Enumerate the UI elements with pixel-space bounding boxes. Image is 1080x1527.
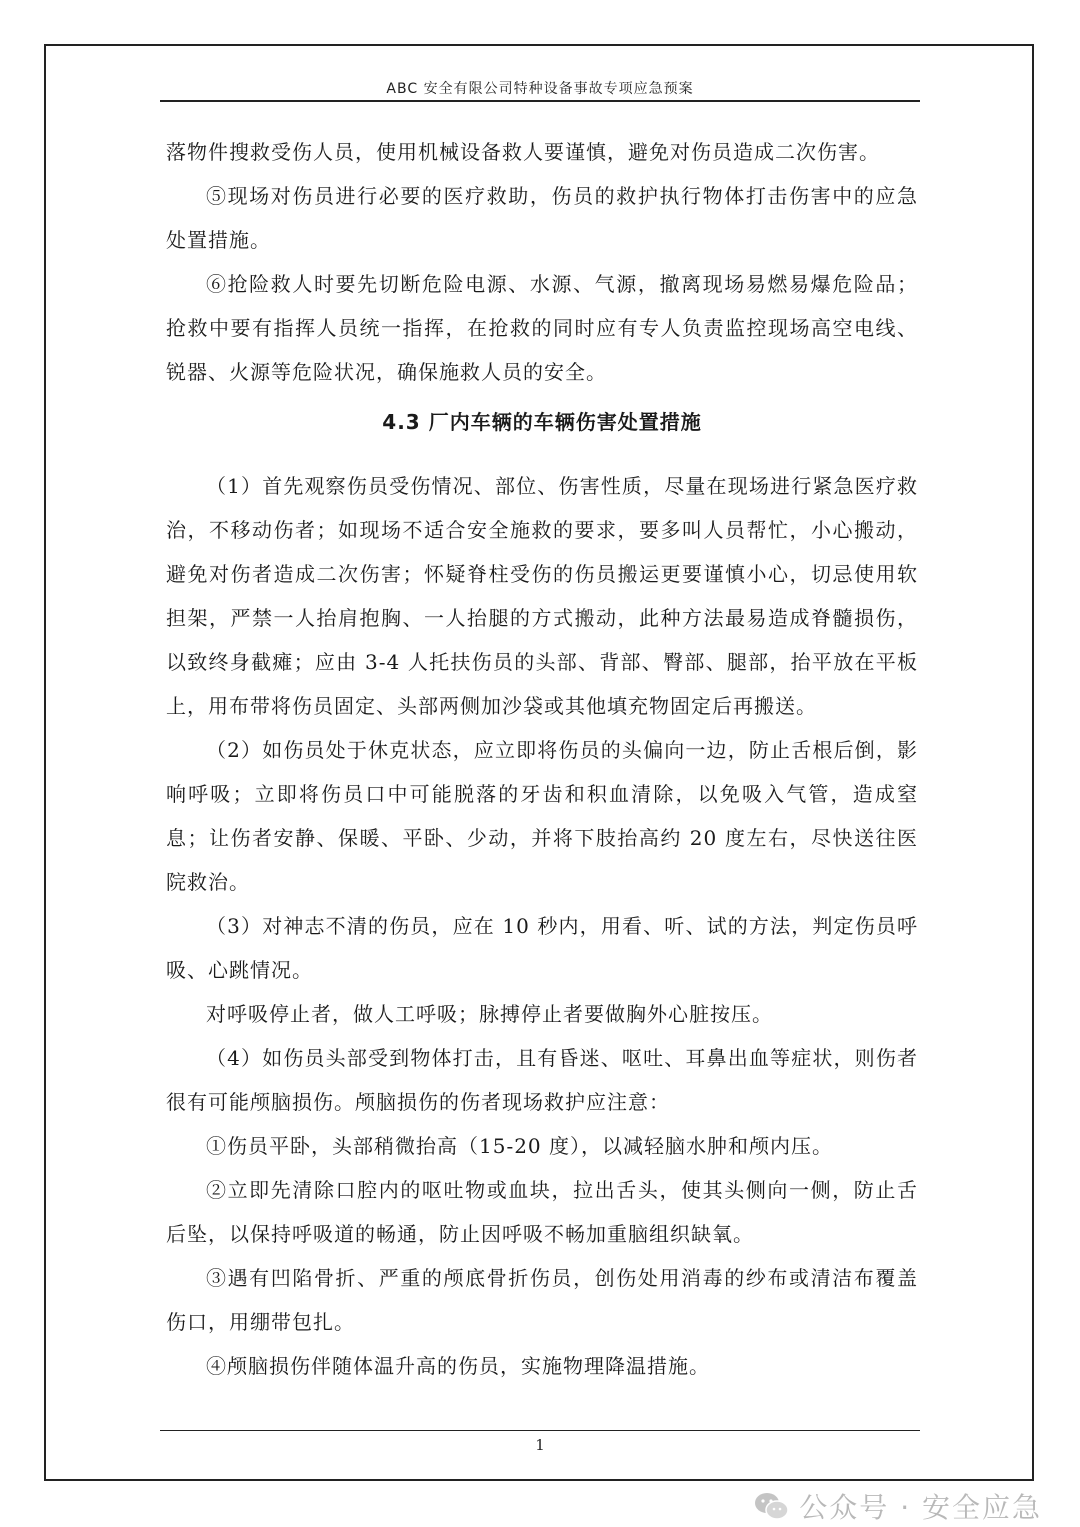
- paragraph-top-2: ⑤现场对伤员进行必要的医疗救助，伤员的救护执行物体打击伤害中的应急处置措施。: [166, 184, 918, 252]
- paragraph-top-3: ⑥抢险救人时要先切断危险电源、水源、气源，撤离现场易燃易爆危险品；抢救中要有指挥人员统一指挥，在抢救的同时应有专人负责监控现场高空电线、锐器、火源等危险状况，确保施救人员的安全。: [166, 272, 918, 384]
- paragraph-main-7: ②立即先清除口腔内的呕吐物或血块，拉出舌头，使其头侧向一侧，防止舌后坠，以保持呼吸道的畅通，防止因呼吸不畅加重脑组织缺氧。: [166, 1178, 918, 1246]
- wechat-icon: [753, 1491, 789, 1521]
- paragraph-main-9: ④颅脑损伤伴随体温升高的伤员，实施物理降温措施。: [206, 1354, 710, 1378]
- watermark: [753, 1486, 1042, 1526]
- paragraph-main-3: （3）对神志不清的伤员，应在 10 秒内，用看、听、试的方法，判定伤员呼吸、心跳情况。: [166, 914, 918, 982]
- document-body: [166, 130, 918, 1388]
- paragraph-main-2: （2）如伤员处于休克状态，应立即将伤员的头偏向一边，防止舌根后倒，影响呼吸；立即将伤员口中可能脱落的牙齿和积血清除，以免吸入气管，造成窒息；让伤者安静、保暖、平卧、少动，并将下肢抬高约 20 度左右，尽快送往医院救治。: [166, 738, 918, 894]
- paragraph-top-1: 落物件搜救受伤人员，使用机械设备救人要谨慎，避免对伤员造成二次伤害。: [166, 140, 880, 164]
- paragraph-main-1: （1）首先观察伤员受伤情况、部位、伤害性质，尽量在现场进行紧急医疗救治，不移动伤者；如现场不适合安全施救的要求，要多叫人员帮忙，小心搬动，避免对伤者造成二次伤害；怀疑脊柱受伤的伤员搬运更要谨慎小心，切忌使用软担架，严禁一人抬肩抱胸、一人抬腿的方式搬动，此种方法最易造成脊髓损伤，以致终身截瘫；应由 3-4 人托扶伤员的头部、背部、臀部、腿部，抬平放在平板上，用布带将伤员固定、头部两侧加沙袋或其他填充物固定后再搬送。: [166, 474, 918, 718]
- section-heading: 4.3 厂内车辆的车辆伤害处置措施: [382, 410, 702, 434]
- footer-divider: [160, 1430, 920, 1431]
- paragraph-main-6: ①伤员平卧，头部稍微抬高（15-20 度），以减轻脑水肿和颅内压。: [206, 1134, 834, 1158]
- paragraph-main-4: 对呼吸停止者，做人工呼吸；脉搏停止者要做胸外心脏按压。: [206, 1002, 773, 1026]
- page-number: 1: [535, 1436, 545, 1454]
- header-divider: [160, 100, 920, 102]
- watermark-text: 公众号 · 安全应急: [799, 1491, 1042, 1524]
- paragraph-main-5: （4）如伤员头部受到物体打击，且有昏迷、呕吐、耳鼻出血等症状，则伤者很有可能颅脑损伤。颅脑损伤的伤者现场救护应注意：: [166, 1046, 918, 1114]
- header-title: ABC 安全有限公司特种设备事故专项应急预案: [386, 81, 694, 97]
- paragraph-main-8: ③遇有凹陷骨折、严重的颅底骨折伤员，创伤处用消毒的纱布或清洁布覆盖伤口，用绷带包扎。: [166, 1266, 918, 1334]
